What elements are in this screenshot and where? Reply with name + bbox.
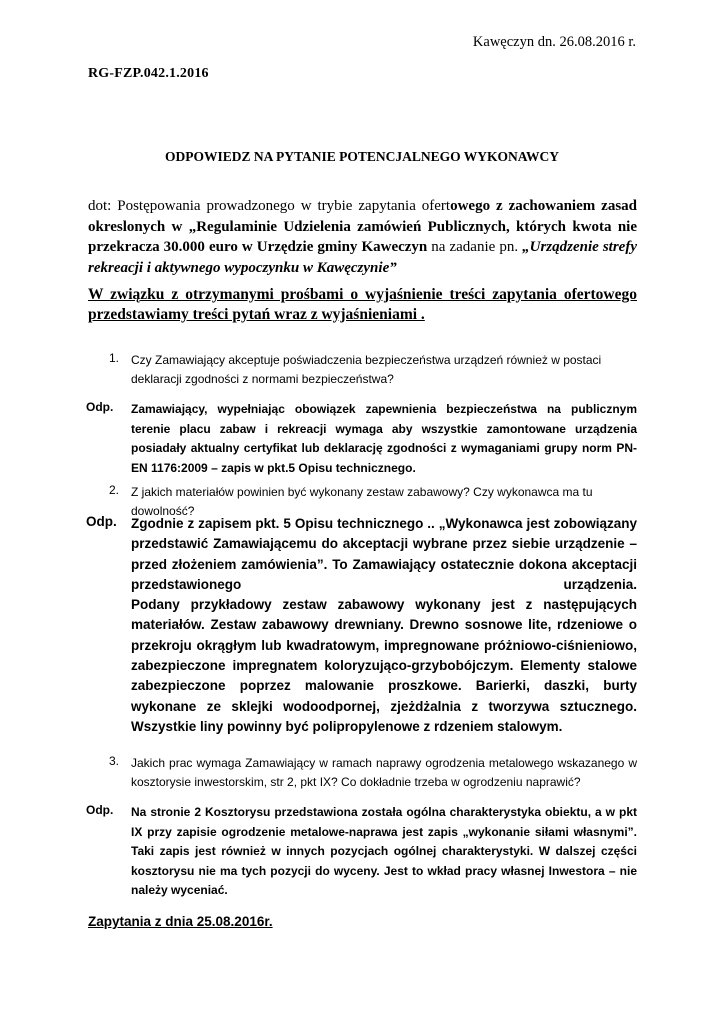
task-name: „Urządzenie strefy rekreacji i aktywnego wypoczynku w Kawęczynie” [88,239,637,276]
answer-label: Odp. [86,400,114,414]
answer-text: Na stronie 2 Kosztorysu przedstawiona została ogólna charakterystyka obiektu, a w pkt IX przy zapisie ogrodzenie metalowe-naprawa jest zapis „wykonanie siłami własnymi”. Taki zapis jest również w innych pozycjach ogólnej charakterystyki. W dalszej części kosztorysu nie ma tych pozycji do wyceny. Jest to wkład pracy własnej Inwestora – nie należy wyceniać. [131,805,637,897]
answer-text [131,514,637,737]
document-date: Kawęczyn dn. 26.08.2016 r. [472,34,636,50]
subject-prefix: dot: Postępowania prowadzonego w trybie zapytania ofert [88,198,451,214]
question-text: Jakich prac wymaga Zamawiający w ramach naprawy ogrodzenia metalowego wskazanego w kosztorysie inwestorskim, str 2, pkt IX? Co dokładnie trzeba w ogrodzeniu naprawić? [131,756,637,789]
answer-label: Odp. [86,514,117,529]
question-number: 1. [109,351,120,365]
subject-bold: owego z zachowaniem zasad okreslonych w „Regulaminie Udzielenia zamówień Publicznych, których kwota nie przekracza 30.000 euro w Urzędzie gminy Kaweczyn [88,198,637,255]
answer-paragraph: Podany przykładowy zestaw zabawowy wykonany jest z następujących materiałów. Zestaw zabawowy drewniany. Drewno sosnowe lite, rdzeniowe o przekroju okrągłym lub kwadratowym, impregnowane próżniowo-ciśnieniowo, zabezpieczone impregnatem koloryzująco-grzybobójczym. Elementy stalowe zabezpieczone poprzez malowanie proszkowe. Barierki, daszki, burty wykonane ze sklejki wodoodpornej, zjeżdżalnia z tworzywa sztucznego. Wszystkie liny powinny być polipropylenowe z rdzeniem stalowym. [131,597,637,734]
question-number: 2. [109,483,120,497]
answer-text: Zamawiający, wypełniając obowiązek zapewnienia bezpieczeństwa na publicznym terenie placu zabaw i rekreacji wymaga aby wszystkie zamontowane urządzenia posiadały aktualny certyfikat lub deklarację zgodności z wymaganiami grupy norm PN-EN 1176:2009 – zapis w pkt.5 Opisu technicznego. [131,402,637,475]
subject-middle: na zadanie pn. [427,239,523,255]
answer-paragraph: Zgodnie z zapisem pkt. 5 Opisu technicznego .. „Wykonawca jest zobowiązany przedstawić Zamawiającemu do akceptacji wybrane przez siebie urządzenie – przed złożeniem zamówienia”. To Zamawiający ostatecznie dokona akceptacji przedstawionego urządzenia. [131,516,637,592]
intro-paragraph: W związku z otrzymanymi prośbami o wyjaśnienie treści zapytania ofertowego przedstawiamy treści pytań wraz z wyjaśnieniami . [88,286,637,323]
reference-number: RG-FZP.042.1.2016 [88,66,209,81]
question-text: Czy Zamawiający akceptuje poświadczenia bezpieczeństwa urządzeń również w postaci deklaracji zgodności z normami bezpieczeństwa? [131,353,602,386]
subject-paragraph [88,196,637,278]
footer-note: Zapytania z dnia 25.08.2016r. [88,914,273,929]
answer-label: Odp. [86,803,114,817]
document-title: ODPOWIEDZ NA PYTANIE POTENCJALNEGO WYKONAWCY [164,149,560,164]
question-text: Z jakich materiałów powinien być wykonany zestaw zabawowy? Czy wykonawca ma tu dowolność? [131,485,593,518]
question-number: 3. [109,754,120,768]
